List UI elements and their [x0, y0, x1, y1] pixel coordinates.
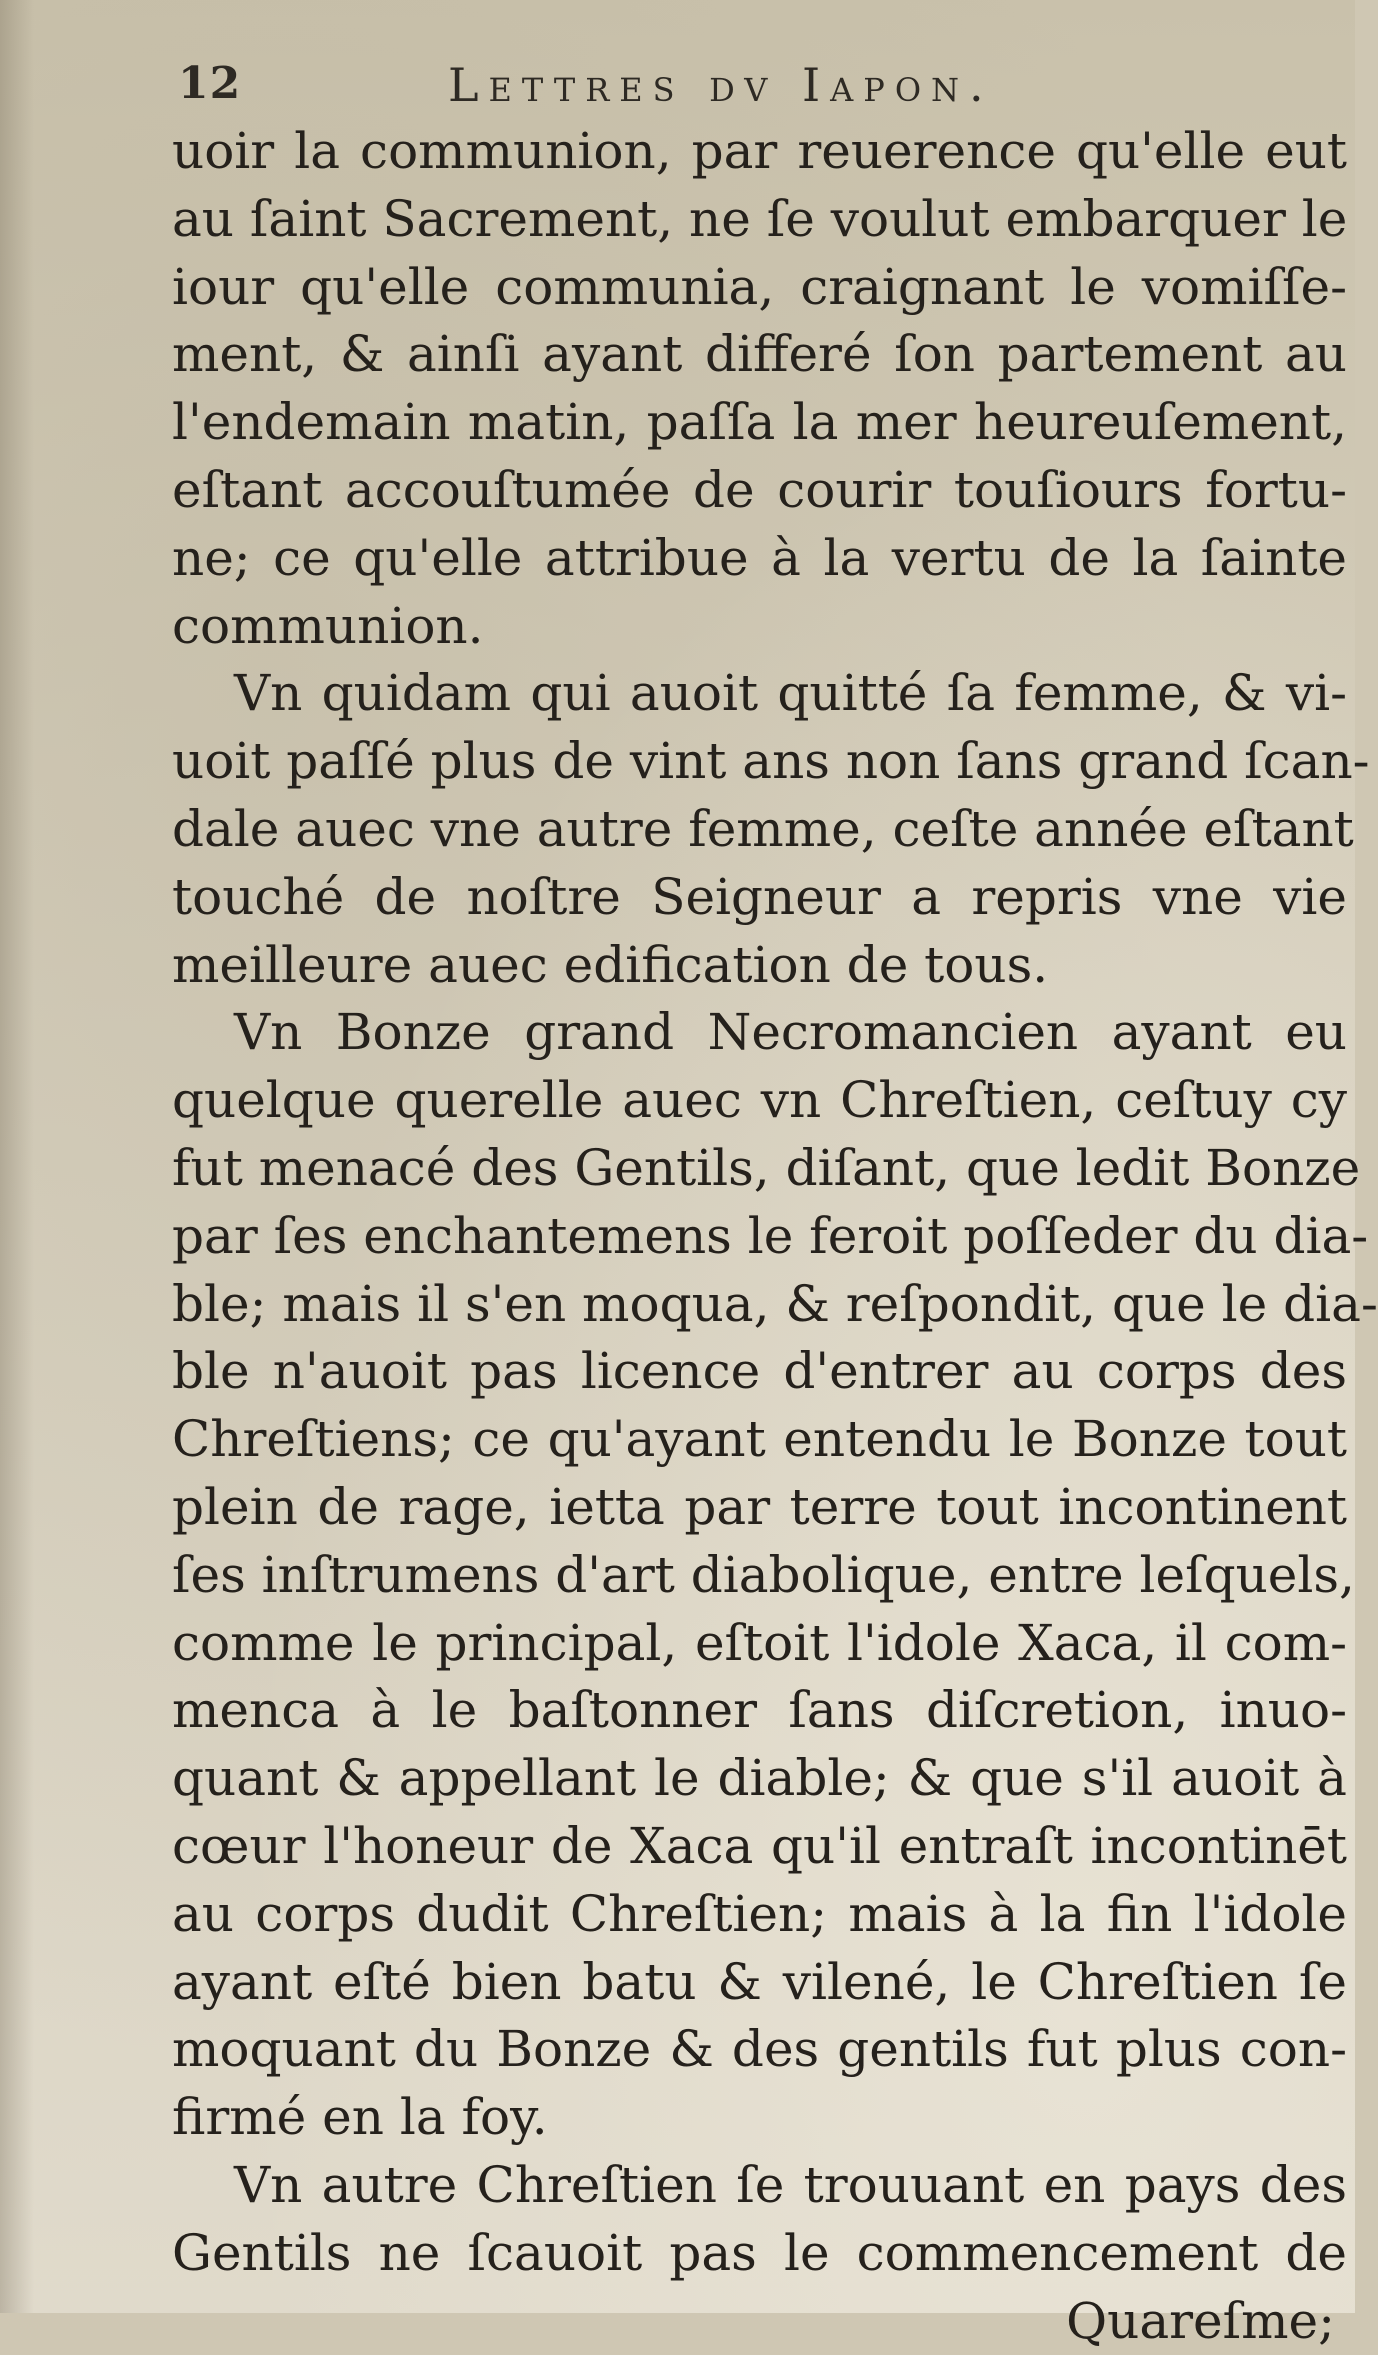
page-number: 12: [178, 58, 241, 109]
text-line: comme le principal, eſtoit l'idole Xaca, il com-: [172, 1610, 1347, 1678]
text-line: l'endemain matin, paſſa la mer heureuſement,: [172, 389, 1347, 457]
text-line: fut menacé des Gentils, diſant, que ledit Bonze: [172, 1135, 1347, 1203]
paragraph-start-line: Vn quidam qui auoit quitté ſa femme, & vi-: [172, 660, 1347, 728]
text-line: moquant du Bonze & des gentils fut plus con-: [172, 2016, 1347, 2084]
page-header: [178, 58, 1178, 118]
text-line: iour qu'elle communia, craignant le vomiſſe-: [172, 254, 1347, 322]
text-line: firmé en la foy.: [172, 2084, 1347, 2152]
catchword: Quareſme;: [172, 2288, 1347, 2355]
text-line: dale auec vne autre femme, ceſte année eſtant: [172, 796, 1347, 864]
text-line: touché de noſtre Seigneur a repris vne vie: [172, 864, 1347, 932]
text-line: Gentils ne ſcauoit pas le commencement de: [172, 2220, 1347, 2288]
text-line: ayant eſté bien batu & vilené, le Chreſtien ſe: [172, 1949, 1347, 2017]
paragraph-start-line: Vn autre Chreſtien ſe trouuant en pays des: [172, 2152, 1347, 2220]
text-line: ſes inſtrumens d'art diabolique, entre leſquels,: [172, 1542, 1347, 1610]
text-line: au ſaint Sacrement, ne ſe voulut embarquer le: [172, 186, 1347, 254]
text-line: au corps dudit Chreſtien; mais à la fin l'idole: [172, 1881, 1347, 1949]
text-line: meilleure auec edification de tous.: [172, 932, 1347, 1000]
text-line: plein de rage, ietta par terre tout incontinent: [172, 1474, 1347, 1542]
text-line: communion.: [172, 593, 1347, 661]
text-line: ble; mais il s'en moqua, & reſpondit, que le dia-: [172, 1271, 1347, 1339]
text-line: cœur l'honeur de Xaca qu'il entraſt incontinēt: [172, 1813, 1347, 1881]
text-line: uoit paſſé plus de vint ans non ſans grand ſcan-: [172, 728, 1347, 796]
paragraph-start-line: Vn Bonze grand Necromancien ayant eu: [172, 999, 1347, 1067]
body-text: [172, 118, 1347, 2355]
text-line: ble n'auoit pas licence d'entrer au corps des: [172, 1338, 1347, 1406]
text-line: quant & appellant le diable; & que s'il auoit à: [172, 1745, 1347, 1813]
text-line: menca à le baſtonner ſans diſcretion, inuo-: [172, 1677, 1347, 1745]
text-line: ne; ce qu'elle attribue à la vertu de la ſainte: [172, 525, 1347, 593]
text-line: eſtant accouſtumée de courir touſiours fortu-: [172, 457, 1347, 525]
text-line: Chreſtiens; ce qu'ayant entendu le Bonze tout: [172, 1406, 1347, 1474]
text-line: quelque querelle auec vn Chreſtien, ceſtuy cy: [172, 1067, 1347, 1135]
running-title: Lettres dv Iapon.: [448, 58, 994, 112]
text-line: ment, & ainſi ayant differé ſon partement au: [172, 321, 1347, 389]
text-line: uoir la communion, par reuerence qu'elle eut: [172, 118, 1347, 186]
text-line: par ſes enchantemens le feroit poſſeder du dia-: [172, 1203, 1347, 1271]
